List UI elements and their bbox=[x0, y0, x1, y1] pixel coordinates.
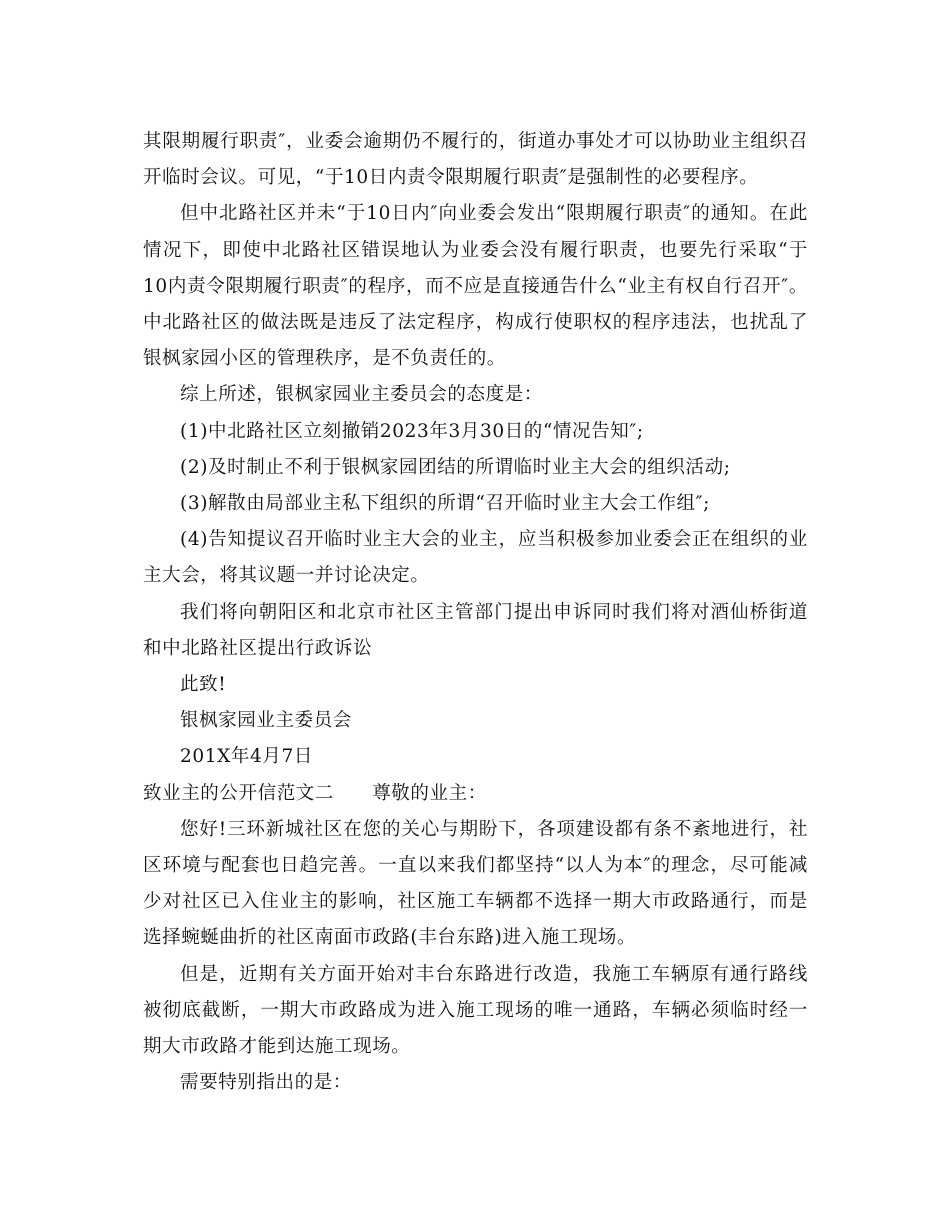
list-item-3: (3)解散由局部业主私下组织的所谓“召开临时业主大会工作组″; bbox=[180, 493, 710, 515]
salutation-closing: 此致! bbox=[180, 674, 227, 696]
list-item-2: (2)及时制止不利于银枫家园团结的所谓临时业主大会的组织活动; bbox=[180, 456, 731, 478]
paragraph-committee-position: 综上所述，银枫家园业主委员会的态度是： bbox=[180, 384, 543, 406]
document-body bbox=[143, 124, 808, 1101]
list-item-1: (1)中北路社区立刻撤销2023年3月30日的“情况告知″; bbox=[180, 420, 644, 442]
signature-committee: 银枫家园业主委员会 bbox=[180, 710, 352, 732]
paragraph-greeting: 您好!三环新城社区在您的关心与期盼下，各项建设都有条不紊地进行，社区环境与配套也日趋完善。一直以来我们都坚持“以人为本″的理念，尽可能减少对社区已入住业主的影响，社区施工车辆都不选择一期大市政路通行，而是选择蜿蜒曲折的社区南面市政路(丰台东路)进入施工现场。 bbox=[143, 818, 808, 949]
paragraph-road-change: 但是，近期有关方面开始对丰台东路进行改造，我施工车辆原有通行路线被彻底截断，一期大市政路成为进入施工现场的唯一通路，车辆必须临时经一期大市政路才能到达施工现场。 bbox=[143, 963, 808, 1058]
letter-two-heading: 致业主的公开信范文二 尊敬的业主： bbox=[143, 782, 487, 804]
paragraph-duty-continuation: 其限期履行职责″，业委会逾期仍不履行的，街道办事处才可以协助业主组织召开临时会议。可见，“于10日内责令限期履行职责″是强制性的必要程序。 bbox=[143, 131, 808, 189]
paragraph-appeal: 我们将向朝阳区和北京市社区主管部门提出申诉同时我们将对酒仙桥街道和中北路社区提出行政诉讼 bbox=[143, 601, 808, 659]
signature-date: 201X年4月7日 bbox=[180, 746, 313, 768]
list-item-4: (4)告知提议召开临时业主大会的业主，应当积极参加业委会正在组织的业主大会，将其议题一并讨论决定。 bbox=[143, 529, 808, 587]
paragraph-note: 需要特别指出的是： bbox=[180, 1072, 352, 1094]
paragraph-community-procedure: 但中北路社区并未“于10日内″向业委会发出“限期履行职责″的通知。在此情况下，即使中北路社区错误地认为业委会没有履行职责，也要先行采取“于10内责令限期履行职责″的程序，而不应是直接通告什么“业主有权自行召开″。中北路社区的做法既是违反了法定程序，构成行使职权的程序违法，也扰乱了银枫家园小区的管理秩序，是不负责任的。 bbox=[143, 203, 808, 370]
